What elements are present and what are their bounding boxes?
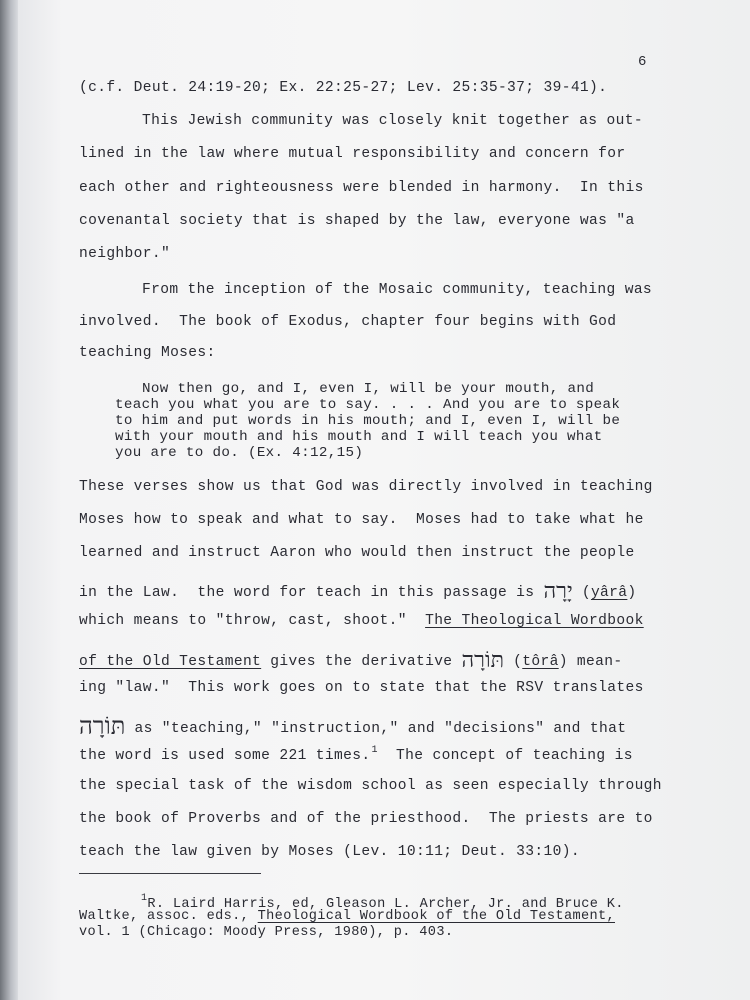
body-line: each other and righteousness were blended in harmony. In this: [79, 180, 644, 196]
document-page: [18, 0, 750, 1000]
hebrew-word-tora: תּוֹרָה: [79, 712, 126, 740]
body-line: learned and instruct Aaron who would then instruct the people: [79, 545, 635, 561]
body-line: [79, 578, 637, 604]
transliteration: yârâ: [590, 585, 628, 601]
quote-line: Now then go, and I, even I, will be your mouth, and: [142, 381, 595, 397]
footnote-divider: [79, 873, 261, 874]
body-line: (c.f. Deut. 24:19-20; Ex. 22:25-27; Lev. 25:35-37; 39-41).: [79, 80, 608, 96]
page-number: 6: [638, 54, 647, 70]
body-line: [79, 613, 644, 629]
body-line: [79, 647, 622, 673]
body-line: lined in the law where mutual responsibility and concern for: [79, 146, 626, 162]
footnote-line: vol. 1 (Chicago: Moody Press, 1980), p. 403.: [79, 925, 454, 940]
body-text: which means to "throw, cast, shoot.": [79, 613, 426, 629]
book-spine-shadow: [0, 0, 18, 1000]
body-line: From the inception of the Mosaic community, teaching was: [142, 282, 653, 298]
body-line: ing "law." This work goes on to state that the RSV translates: [79, 680, 644, 696]
body-line: This Jewish community was closely knit together as out-: [142, 113, 643, 129]
body-text: (: [504, 654, 523, 670]
body-text: gives the derivative: [261, 654, 462, 670]
quote-line: teach you what you are to say. . . . And you are to speak: [115, 397, 621, 413]
book-title-underlined: The Theological Wordbook: [425, 613, 644, 629]
body-line: covenantal society that is shaped by the law, everyone was "a: [79, 213, 635, 229]
body-line: the book of Proverbs and of the priesthood. The priests are to: [79, 811, 653, 827]
body-line: These verses show us that God was directly involved in teaching: [79, 479, 653, 495]
hebrew-word-yara: יָרָה: [543, 579, 573, 604]
body-line: teach the law given by Moses (Lev. 10:11; Deut. 33:10).: [79, 844, 580, 860]
body-text: in the Law. the word for teach in this passage is: [79, 585, 544, 601]
body-text: as "teaching," "instruction," and "decisions" and that: [125, 721, 627, 737]
quote-line: with your mouth and his mouth and I will teach you what: [115, 429, 603, 445]
quote-line: you are to do. (Ex. 4:12,15): [115, 445, 364, 461]
footnote-reference: 1: [371, 745, 378, 756]
book-title-underlined: of the Old Testament: [79, 654, 262, 670]
footnote-book-title: Theological Wordbook of the Old Testament,: [257, 909, 615, 924]
body-line: Moses how to speak and what to say. Moses had to take what he: [79, 512, 644, 528]
body-line: the special task of the wisdom school as seen especially through: [79, 778, 662, 794]
body-line: neighbor.": [79, 246, 171, 262]
body-line: [79, 745, 633, 764]
body-line: teaching Moses:: [79, 345, 216, 361]
footnote-line: [79, 909, 615, 924]
transliteration: tôrâ: [522, 654, 559, 670]
quote-line: to him and put words in his mouth; and I, even I, will be: [115, 413, 621, 429]
body-text: The concept of teaching is: [377, 748, 633, 764]
hebrew-word-tora: תּוֹרָה: [461, 648, 505, 673]
body-text: (: [572, 585, 591, 601]
footnote-marker: 1: [141, 893, 148, 904]
body-text: ): [627, 585, 637, 601]
body-line: [79, 712, 626, 741]
footnote-text: R. Laird Harris, ed, Gleason L. Archer, Jr. and Bruce K.: [147, 897, 624, 912]
body-text: ) mean-: [558, 654, 623, 670]
body-line: involved. The book of Exodus, chapter four begins with God: [79, 314, 617, 330]
footnote-text: Waltke, assoc. eds.,: [79, 909, 258, 924]
body-text: the word is used some 221 times.: [79, 748, 371, 764]
